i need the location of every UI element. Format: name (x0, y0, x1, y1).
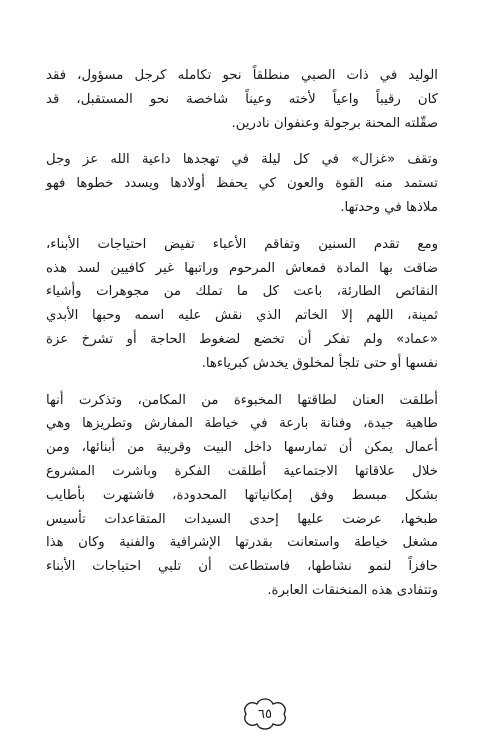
text-line: طاهية جيدة، وفنانة بارعة في خياطة المفارش وتطريزها وهي (46, 416, 438, 432)
text-line: خلال علاقاتها الاجتماعية أطلقت الفكرة وباشرت المشروع (46, 463, 438, 479)
text-line: مشغل خياطة واستعانت بقدرتها الإشرافية والفنية وكان هذا (46, 535, 438, 551)
text-line: بشكل مبسط وفق إمكانياتها المحدودة، فاشتهرت بأطايب (46, 487, 438, 503)
text-line: ومع تقدم السنين وتفاقم الأعباء تفيض احتياجات الأبناء، (46, 236, 438, 252)
text-line: «عماد» ولم تفكر أن تخضع لضغوط الحاجة أو تشرخ عزة (46, 331, 438, 347)
page-number: ٦٥ (258, 706, 272, 722)
text-line: نفسها أو حتى تلجأ لمخلوق يخدش كبرياءها. (201, 355, 438, 371)
text-line: ضاقت بها المادة فمعاش المرحوم وراتبها غير كافيين لسد هذه (46, 260, 438, 276)
text-line: ثمينة، اللهم إلا الخاتم الذي نقش عليه اسمه وحبها الأبدي (46, 308, 438, 324)
text-line: تستمد منه القوة والعون كي يحفظ أولادها ويسدد خطوها فهو (46, 176, 438, 192)
text-line: ملاذها في وحدتها. (340, 199, 438, 215)
text-line: أعمال يمكن أن تمارسها داخل البيت وقريبة من أبنائها، ومن (46, 440, 438, 456)
text-line: أطلقت العنان لطاقتها المخبوءة من المكامن، وتذكرت أنها (46, 392, 438, 408)
text-line: طبخها، عرضت عليها إحدى السيدات المتقاعدات تأسيس (46, 511, 438, 527)
text-line: حافزاً لنمو نشاطها، فاستطاعت أن تلبي احتياجات الأبناء (46, 559, 438, 575)
page-number-badge (238, 696, 292, 732)
text-line: النقائص الطارئة، باعت كل ما تملك من مجوهرات وأشياء (46, 284, 438, 300)
text-line: كان رقيباً واعياً لأخته وعيناً شاخصة نحو المستقبل، قد (46, 91, 438, 107)
body-text (46, 64, 438, 616)
text-line: الوليد في ذات الصبي منطلقاً نحو تكامله كرجل مسؤول، فقد (46, 68, 438, 83)
paragraph (46, 233, 438, 376)
paragraph (46, 148, 438, 219)
paragraph (46, 64, 438, 135)
text-line: وتتفادى هذه المنخنقات العابرة. (267, 582, 438, 598)
paragraph (46, 389, 438, 603)
text-line: وتقف «غزال» في كل ليلة في تهجدها داعية الله عز وجل (46, 152, 438, 168)
text-line: صقّلته المحنة برجولة وعنفوان نادرين. (231, 115, 438, 131)
